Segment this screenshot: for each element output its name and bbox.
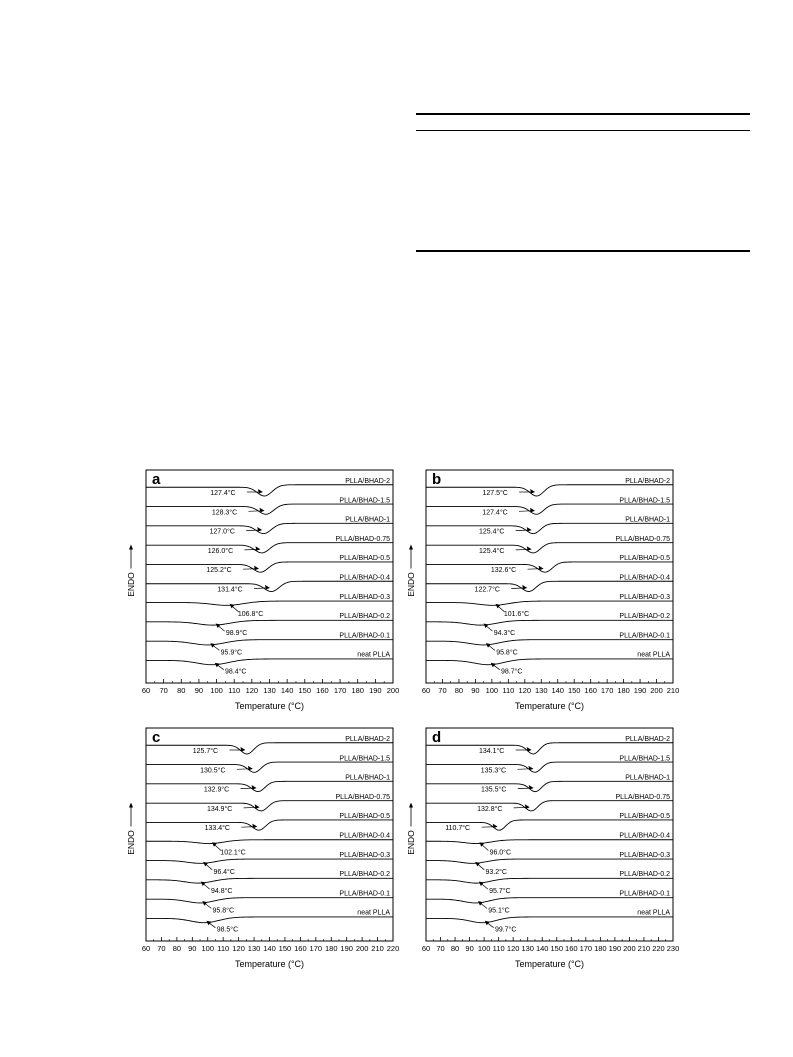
x-tick-label: 160 [316, 686, 329, 695]
x-tick-label: 90 [471, 686, 480, 695]
series-name-label: PLLA/BHAD-0.3 [619, 851, 670, 859]
peak-temp-label: 134.9°C [206, 805, 233, 813]
peak-temp-label: 98.4°C [225, 668, 247, 676]
peak-temp-label: 132.9°C [203, 786, 230, 794]
series-name-label: PLLA/BHAD-0.1 [619, 890, 670, 898]
series-name-label: PLLA/BHAD-2 [625, 736, 670, 743]
series-name-label: PLLA/BHAD-1 [345, 516, 390, 524]
x-tick-label: 100 [485, 686, 499, 695]
series-line [146, 840, 393, 844]
x-tick-label: 100 [201, 944, 215, 953]
peak-temp-label: 122.7°C [474, 586, 500, 594]
series-line [426, 485, 673, 496]
x-tick-label: 160 [294, 944, 307, 953]
dsc-chart-a [120, 460, 400, 711]
series-name-label: PLLA/BHAD-1.5 [619, 497, 670, 505]
x-tick-label: 190 [369, 686, 382, 695]
series-name-label: PLLA/BHAD-1 [625, 516, 670, 524]
series-name-label: PLLA/BHAD-0.2 [619, 613, 670, 621]
peak-temp-label: 94.3°C [493, 630, 516, 638]
peak-temp-label: 94.8°C [210, 888, 233, 896]
x-tick-label: 60 [421, 944, 431, 953]
panel-label: b [432, 471, 442, 488]
series-line [426, 801, 673, 811]
x-tick-label: 130 [263, 686, 276, 695]
x-tick-label: 220 [652, 944, 665, 953]
x-tick-label: 110 [502, 686, 515, 695]
chart-svg [120, 718, 400, 969]
x-tick-label: 120 [232, 944, 245, 953]
x-tick-label: 120 [245, 686, 259, 695]
series-line [146, 504, 393, 517]
peak-arrow-head [255, 546, 260, 551]
peak-temp-label: 95.7°C [489, 888, 511, 896]
series-line [146, 543, 393, 553]
peak-arrow-head [260, 508, 265, 513]
x-tick-label: 100 [210, 686, 223, 695]
x-axis-label: Temperature (°C) [234, 959, 305, 969]
x-tick-label: 210 [371, 944, 384, 953]
x-tick-label: 200 [623, 944, 636, 953]
x-tick-label: 100 [477, 944, 491, 953]
x-axis-label: Temperature (°C) [514, 701, 585, 711]
series-line [146, 523, 393, 533]
series-line [426, 781, 673, 791]
series-line [146, 620, 393, 625]
x-tick-label: 170 [333, 686, 347, 695]
x-tick-label: 70 [438, 686, 447, 695]
series-name-label: PLLA/BHAD-0.75 [335, 793, 390, 801]
peak-temp-label: 98.7°C [500, 668, 523, 676]
series-line [426, 859, 673, 863]
series-name-label: PLLA/BHAD-0.3 [339, 593, 390, 601]
x-tick-label: 200 [355, 944, 369, 953]
x-tick-label: 180 [351, 686, 364, 695]
peak-temp-label: 127.4°C [482, 509, 508, 517]
series-line [146, 781, 393, 791]
panel-label: a [152, 471, 161, 488]
x-tick-label: 60 [141, 686, 151, 695]
series-name-label: neat PLLA [357, 909, 390, 917]
x-tick-label: 80 [454, 686, 464, 695]
peak-temp-label: 95.9°C [220, 649, 243, 657]
peak-arrow-head [257, 527, 262, 532]
series-line [146, 801, 393, 811]
peak-temp-label: 98.5°C [216, 926, 239, 934]
x-tick-label: 180 [324, 944, 338, 953]
x-tick-label: 110 [492, 944, 505, 953]
series-name-label: PLLA/BHAD-0.1 [619, 632, 670, 640]
x-tick-label: 150 [567, 686, 581, 695]
x-tick-label: 210 [637, 944, 651, 953]
series-name-label: neat PLLA [637, 909, 670, 917]
y-axis-label: ENDO [126, 830, 136, 855]
series-name-label: PLLA/BHAD-0.75 [615, 793, 670, 801]
x-tick-label: 150 [550, 944, 564, 953]
series-line [426, 878, 673, 883]
peak-temp-label: 125.4°C [479, 528, 505, 536]
peak-temp-label: 95.8°C [212, 907, 235, 915]
series-line [426, 659, 673, 665]
series-line [146, 743, 393, 754]
x-tick-label: 170 [309, 944, 323, 953]
series-line [426, 762, 673, 775]
x-tick-label: 210 [666, 686, 680, 695]
series-name-label: PLLA/BHAD-1.5 [339, 497, 390, 505]
x-tick-label: 70 [157, 944, 166, 953]
series-line [146, 917, 393, 923]
series-line [146, 898, 393, 903]
series-line [426, 601, 673, 605]
peak-temp-label: 132.8°C [477, 805, 503, 813]
series-line [146, 659, 393, 665]
x-tick-label: 90 [194, 686, 204, 695]
x-tick-label: 180 [594, 944, 607, 953]
peak-temp-label: 132.6°C [490, 567, 517, 575]
x-tick-label: 170 [600, 686, 614, 695]
x-tick-label: 140 [263, 944, 276, 953]
series-name-label: PLLA/BHAD-0.2 [339, 613, 390, 621]
chart-svg [400, 718, 680, 969]
series-name-label: PLLA/BHAD-0.75 [615, 535, 670, 543]
peak-temp-label: 135.5°C [481, 786, 507, 794]
peak-temp-label: 125.7°C [192, 748, 219, 755]
x-tick-label: 230 [666, 944, 680, 953]
x-axis-label: Temperature (°C) [234, 701, 305, 711]
x-tick-label: 190 [340, 944, 353, 953]
series-line [146, 878, 393, 883]
panel-label: d [432, 729, 442, 746]
series-line [146, 640, 393, 645]
series-name-label: PLLA/BHAD-0.3 [619, 593, 670, 601]
peak-temp-label: 102.1°C [220, 849, 246, 857]
peak-temp-label: 127.4°C [210, 490, 236, 497]
x-tick-label: 200 [650, 686, 663, 695]
x-tick-label: 80 [177, 686, 186, 695]
peak-temp-label: 128.3°C [211, 509, 238, 517]
series-line [426, 640, 673, 645]
series-line [426, 504, 673, 517]
series-name-label: PLLA/BHAD-1 [345, 774, 390, 782]
series-name-label: PLLA/BHAD-2 [345, 478, 390, 485]
series-line [426, 523, 673, 533]
x-tick-label: 140 [535, 944, 549, 953]
peak-temp-label: 131.4°C [217, 586, 243, 594]
series-name-label: neat PLLA [637, 651, 670, 659]
x-tick-label: 130 [521, 944, 534, 953]
x-tick-label: 90 [465, 944, 474, 953]
series-line [426, 840, 673, 844]
chart-svg [120, 460, 400, 711]
peak-temp-label: 95.1°C [488, 907, 510, 915]
y-axis-label: ENDO [126, 572, 136, 597]
series-name-label: PLLA/BHAD-0.5 [619, 555, 670, 563]
endo-arrow-head [409, 803, 413, 808]
endo-arrow-head [129, 803, 133, 808]
series-name-label: PLLA/BHAD-1 [625, 774, 670, 782]
series-line [426, 743, 673, 754]
peak-arrow-head [254, 566, 259, 571]
series-name-label: PLLA/BHAD-2 [625, 478, 670, 485]
x-tick-label: 80 [172, 944, 182, 953]
series-name-label: PLLA/BHAD-0.1 [339, 632, 390, 640]
peak-temp-label: 99.7°C [494, 926, 517, 934]
series-line [146, 859, 393, 863]
peak-temp-label: 126.0°C [207, 547, 234, 555]
x-tick-label: 170 [579, 944, 593, 953]
peak-temp-label: 96.4°C [213, 868, 235, 876]
series-name-label: PLLA/BHAD-0.5 [619, 813, 670, 821]
x-tick-label: 70 [436, 944, 445, 953]
series-line [426, 917, 673, 923]
series-line [146, 820, 393, 833]
x-axis-label: Temperature (°C) [514, 959, 585, 969]
x-tick-label: 220 [386, 944, 400, 953]
peak-temp-label: 95.8°C [496, 649, 518, 657]
series-name-label: PLLA/BHAD-1.5 [339, 755, 390, 763]
x-tick-label: 160 [565, 944, 578, 953]
y-axis-label: ENDO [406, 572, 416, 597]
chart-svg [400, 460, 680, 711]
series-line [146, 581, 393, 591]
peak-temp-label: 96.0°C [489, 849, 512, 857]
series-name-label: PLLA/BHAD-0.4 [339, 574, 390, 582]
peak-arrow-head [265, 585, 270, 590]
peak-temp-label: 93.2°C [485, 868, 507, 876]
x-tick-label: 120 [518, 686, 532, 695]
series-name-label: PLLA/BHAD-1.5 [619, 755, 670, 763]
dsc-chart-d [400, 718, 680, 969]
x-tick-label: 60 [141, 944, 151, 953]
x-tick-label: 190 [633, 686, 647, 695]
peak-temp-label: 130.5°C [200, 767, 226, 775]
series-name-label: PLLA/BHAD-0.4 [619, 574, 670, 582]
x-tick-label: 110 [228, 686, 241, 695]
x-tick-label: 60 [421, 686, 431, 695]
series-name-label: PLLA/BHAD-0.5 [339, 813, 390, 821]
peak-arrow-head [258, 489, 263, 494]
x-tick-label: 190 [608, 944, 622, 953]
series-line [426, 543, 673, 553]
series-name-label: PLLA/BHAD-0.4 [619, 832, 670, 840]
y-axis-label: ENDO [406, 830, 416, 855]
peak-temp-label: 125.4°C [479, 547, 505, 555]
series-name-label: PLLA/BHAD-0.75 [335, 535, 390, 543]
series-name-label: PLLA/BHAD-0.2 [339, 871, 390, 879]
series-name-label: PLLA/BHAD-0.3 [339, 851, 390, 859]
table-top-rule [416, 113, 750, 115]
series-line [426, 898, 673, 903]
x-tick-label: 120 [506, 944, 520, 953]
dsc-chart-b [400, 460, 680, 711]
peak-temp-label: 134.1°C [478, 748, 505, 755]
x-tick-label: 150 [278, 944, 292, 953]
peak-temp-label: 125.2°C [206, 567, 232, 575]
series-line [146, 562, 393, 575]
series-line [146, 601, 393, 605]
x-tick-label: 140 [280, 686, 294, 695]
peak-temp-label: 133.4°C [204, 825, 230, 833]
x-tick-label: 200 [386, 686, 400, 695]
series-name-label: PLLA/BHAD-2 [345, 736, 390, 743]
x-tick-label: 140 [551, 686, 564, 695]
peak-temp-label: 101.6°C [503, 610, 530, 618]
series-line [146, 762, 393, 775]
x-tick-label: 110 [217, 944, 230, 953]
x-tick-label: 90 [188, 944, 197, 953]
endo-arrow-head [129, 545, 133, 550]
series-line [426, 581, 673, 591]
x-tick-label: 180 [617, 686, 630, 695]
x-tick-label: 70 [159, 686, 168, 695]
series-line [426, 620, 673, 625]
peak-temp-label: 110.7°C [445, 825, 471, 833]
series-name-label: PLLA/BHAD-0.2 [619, 871, 670, 879]
peak-temp-label: 135.3°C [480, 767, 507, 775]
peak-temp-label: 127.0°C [209, 528, 235, 536]
table-header-rule [416, 130, 750, 131]
series-line [426, 562, 673, 575]
x-tick-label: 130 [247, 944, 261, 953]
dsc-chart-c [120, 718, 400, 969]
series-name-label: neat PLLA [357, 651, 390, 659]
series-name-label: PLLA/BHAD-0.4 [339, 832, 390, 840]
peak-temp-label: 127.5°C [482, 490, 508, 497]
peak-temp-label: 106.8°C [237, 610, 264, 618]
series-line [146, 485, 393, 496]
peak-temp-label: 98.9°C [225, 630, 248, 638]
x-tick-label: 80 [450, 944, 460, 953]
series-name-label: PLLA/BHAD-0.5 [339, 555, 390, 563]
series-name-label: PLLA/BHAD-0.1 [339, 890, 390, 898]
x-tick-label: 130 [535, 686, 548, 695]
endo-arrow-head [409, 545, 413, 550]
panel-label: c [152, 729, 161, 746]
x-tick-label: 150 [298, 686, 312, 695]
table-bottom-rule [416, 250, 750, 252]
x-tick-label: 160 [584, 686, 597, 695]
